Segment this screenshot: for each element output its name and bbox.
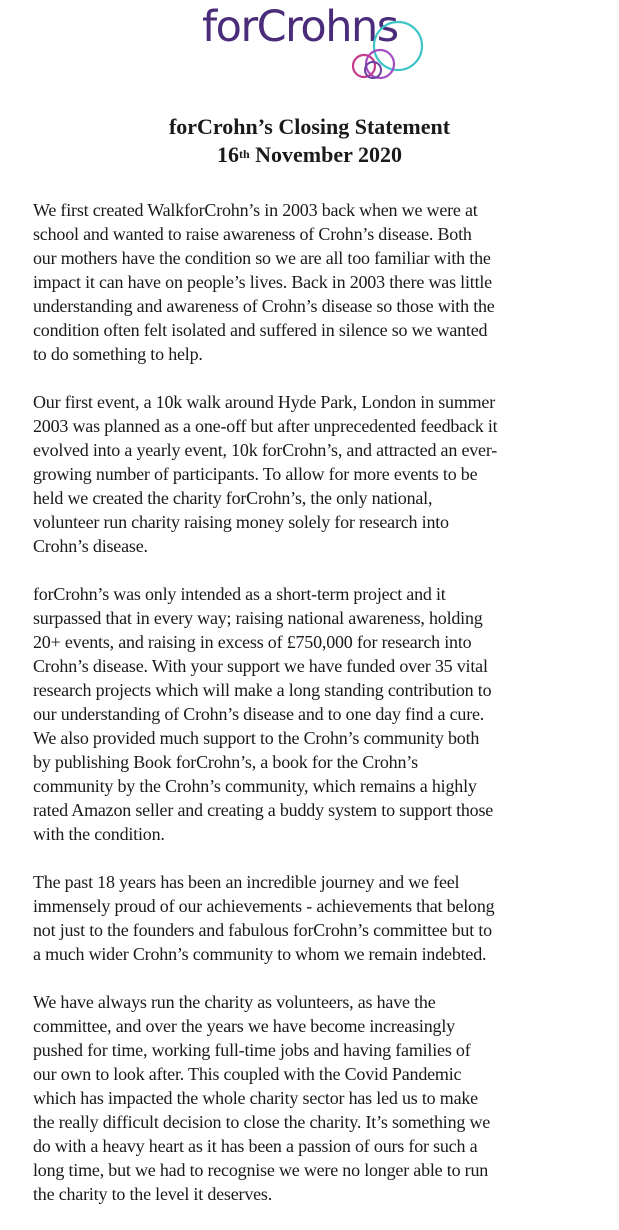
date-day: 16 [216, 142, 239, 167]
forcrohns-logo [190, 0, 430, 84]
statement-title: forCrohn’s Closing Statement [168, 114, 451, 139]
paragraph-4 [33, 870, 613, 966]
paragraph-2 [33, 390, 613, 558]
date-suffix: th [238, 147, 250, 161]
text-line: We have always run the charity as volunteers, as have the [33, 992, 436, 1012]
text-line: We first created WalkforCrohn’s in 2003 back when we were at [33, 200, 478, 220]
statement-body [33, 198, 613, 1230]
text-line: understanding and awareness of Crohn’s disease so those with the [33, 296, 495, 316]
text-line: by publishing Book forCrohn’s, a book for the Crohn’s [33, 752, 418, 772]
text-line: The past 18 years has been an incredible journey and we feel [33, 872, 460, 892]
text-line: not just to the founders and fabulous forCrohn’s committee but to [33, 920, 492, 940]
text-line: pushed for time, working full-time jobs and having families of [33, 1040, 471, 1060]
logo-rings-icon [340, 16, 430, 82]
text-line: Crohn’s disease. [33, 536, 148, 556]
paragraph-3 [33, 582, 613, 846]
paragraph-1 [33, 198, 613, 366]
text-line: which has impacted the whole charity sector has led us to make [33, 1088, 478, 1108]
text-line: evolved into a yearly event, 10k forCrohn’s, and attracted an ever- [33, 440, 498, 460]
text-line: do with a heavy heart as it has been a passion of ours for such a [33, 1136, 478, 1156]
text-line: forCrohn’s was only intended as a short-term project and it [33, 584, 446, 604]
logo-ring-teal [374, 22, 422, 70]
text-line: held we created the charity forCrohn’s, the only national, [33, 488, 433, 508]
text-line: research projects which will make a long standing contribution to [33, 680, 492, 700]
text-line: long time, but we had to recognise we were no longer able to run [33, 1160, 489, 1180]
text-line: growing number of participants. To allow for more events to be [33, 464, 478, 484]
text-line: the charity to the level it deserves. [33, 1184, 273, 1204]
text-line: the really difficult decision to close the charity. It’s something we [33, 1112, 491, 1132]
text-line: immensely proud of our achievements - achievements that belong [33, 896, 495, 916]
text-line: school and wanted to raise awareness of Crohn’s disease. Both [33, 224, 472, 244]
text-line: volunteer run charity raising money solely for research into [33, 512, 449, 532]
text-line: our own to look after. This coupled with the Covid Pandemic [33, 1064, 462, 1084]
text-line: We also provided much support to the Crohn’s community both [33, 728, 480, 748]
text-line: Crohn’s disease. With your support we have funded over 35 vital [33, 656, 488, 676]
date-rest: November 2020 [249, 142, 403, 167]
text-line: to do something to help. [33, 344, 203, 364]
text-line: 2003 was planned as a one-off but after unprecedented feedback it [33, 416, 498, 436]
text-line: committee, and over the years we have become increasingly [33, 1016, 455, 1036]
logo-text: forCrohns [202, 2, 398, 52]
text-line: condition often felt isolated and suffered in silence so we wanted [33, 320, 488, 340]
paragraph-5 [33, 990, 613, 1206]
logo-ring-pink [353, 55, 375, 77]
text-line: with the condition. [33, 824, 165, 844]
text-line: our understanding of Crohn’s disease and to one day find a cure. [33, 704, 485, 724]
text-line: community by the Crohn’s community, which remains a highly [33, 776, 477, 796]
text-line: surpassed that in every way; raising national awareness, holding [33, 608, 483, 628]
text-line: Our first event, a 10k walk around Hyde Park, London in summer [33, 392, 495, 412]
text-line: 20+ events, and raising in excess of £750,000 for research into [33, 632, 472, 652]
text-line: impact it can have on people’s lives. Back in 2003 there was little [33, 272, 492, 292]
text-line: a much wider Crohn’s community to whom we remain indebted. [33, 944, 487, 964]
text-line: rated Amazon seller and creating a buddy system to support those [33, 800, 494, 820]
statement-date [0, 142, 619, 168]
text-line: our mothers have the condition so we are all too familiar with the [33, 248, 491, 268]
